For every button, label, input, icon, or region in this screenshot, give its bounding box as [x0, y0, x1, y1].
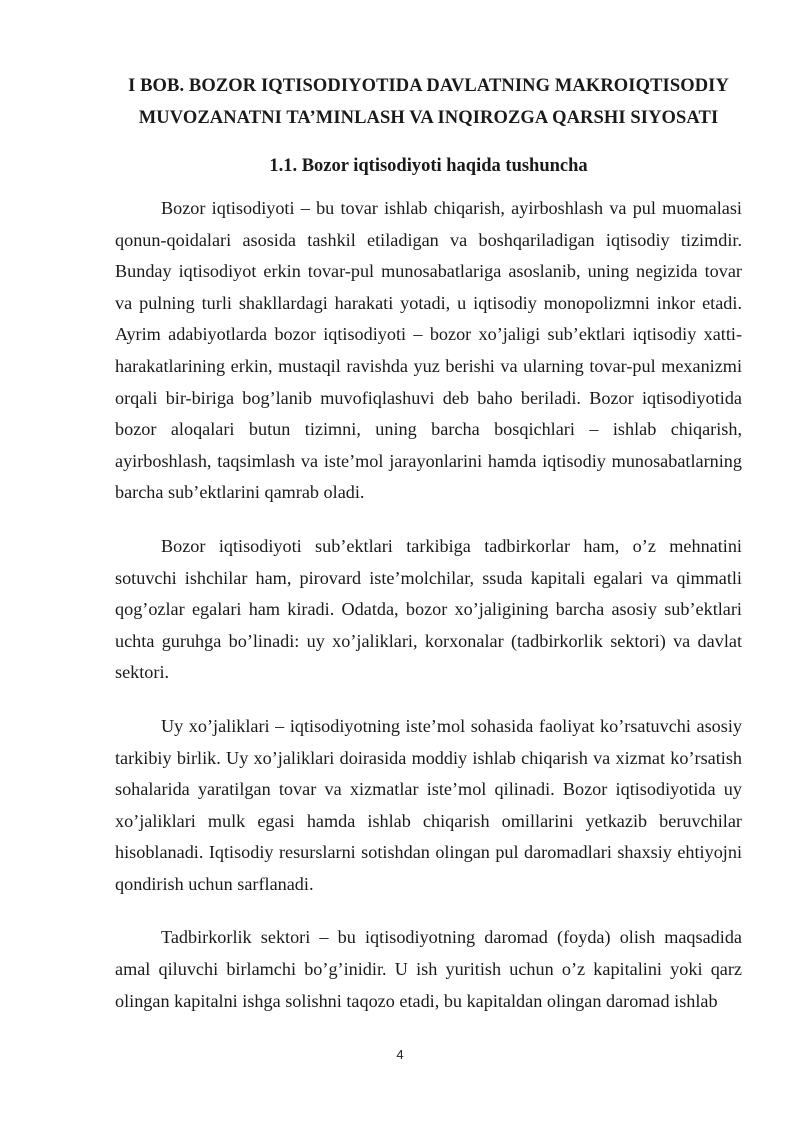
paragraph-market-subjects: Bozor iqtisodiyoti sub’ektlari tarkibiga tadbirkorlar ham, o’z mehnatini sotuvchi ishchilar ham, pirovard iste’molchilar, ssuda kapitali egalari va qimmatli qog’ozlar egalari ham kiradi. Odatda, bozor xo’jaligining barcha asosiy sub’ektlari uchta guruhga bo’linadi: uy xo’jaliklari, korxonalar (tadbirkorlik sektori) va davlat sektori. [115, 535, 742, 683]
page-number: 4 [396, 1047, 404, 1062]
paragraph-households: Uy xo’jaliklari – iqtisodiyotning iste’mol sohasida faoliyat ko’rsatuvchi asosiy tarkibiy birlik. Uy xo’jaliklari doirasida moddiy ishlab chiqarish va xizmat ko’rsatish sohalarida yaratilgan tovar va xizmatlar iste’mol qilinadi. Bozor iqtisodiyotida uy xo’jaliklari mulk egasi hamda ishlab chiqarish omillarini yetkazib beruvchilar hisoblanadi. Iqtisodiy resurslarni sotishdan olingan pul daromadlari shaxsiy ehtiyojni qondirish uchun sarflanadi. [115, 715, 742, 894]
chapter-title: I BOB. BOZOR IQTISODIYOTIDA DAVLATNING MAKROIQTISODIY MUVOZANATNI TA’MINLASH VA INQIROZGA QARSHI SIYOSATI [128, 76, 729, 128]
page-content [115, 70, 742, 1017]
paragraph-market-economy-definition: Bozor iqtisodiyoti – bu tovar ishlab chiqarish, ayirboshlash va pul muomalasi qonun-qoidalari asosida tashkil etiladigan va boshqariladigan iqtisodiy tizimdir. Bunday iqtisodiyot erkin tovar-pul munosabatlariga asoslanib, uning negizida tovar va pulning turli shakllardagi harakati yotadi, u iqtisodiy monopolizmni inkor etadi. Ayrim adabiyotlarda bozor iqtisodiyoti – bozor xo’jaligi sub’ektlari iqtisodiy xatti-harakatlarining erkin, mustaqil ravishda yuz berishi va ularning tovar-pul mexanizmi orqali bir-biriga bog’lanib muvofiqlashuvi deb baho beriladi. Bozor iqtisodiyotida bozor aloqalari butun tizimni, uning barcha bosqichlari – ishlab chiqarish, ayirboshlash, taqsimlash va iste’mol jarayonlarini hamda iqtisodiy munosabatlarning barcha sub’ektlarini qamrab oladi. [115, 198, 742, 503]
paragraph-business-sector: Tadbirkorlik sektori – bu iqtisodiyotning daromad (foyda) olish maqsadida amal qiluvchi birlamchi bo’g’inidir. U ish yuritish uchun o’z kapitalini yoki qarz olingan kapitalni ishga solishni taqozo etadi, bu kapitaldan olingan daromad ishlab [115, 927, 742, 1011]
section-title: 1.1. Bozor iqtisodiyoti haqida tushuncha [269, 156, 588, 176]
